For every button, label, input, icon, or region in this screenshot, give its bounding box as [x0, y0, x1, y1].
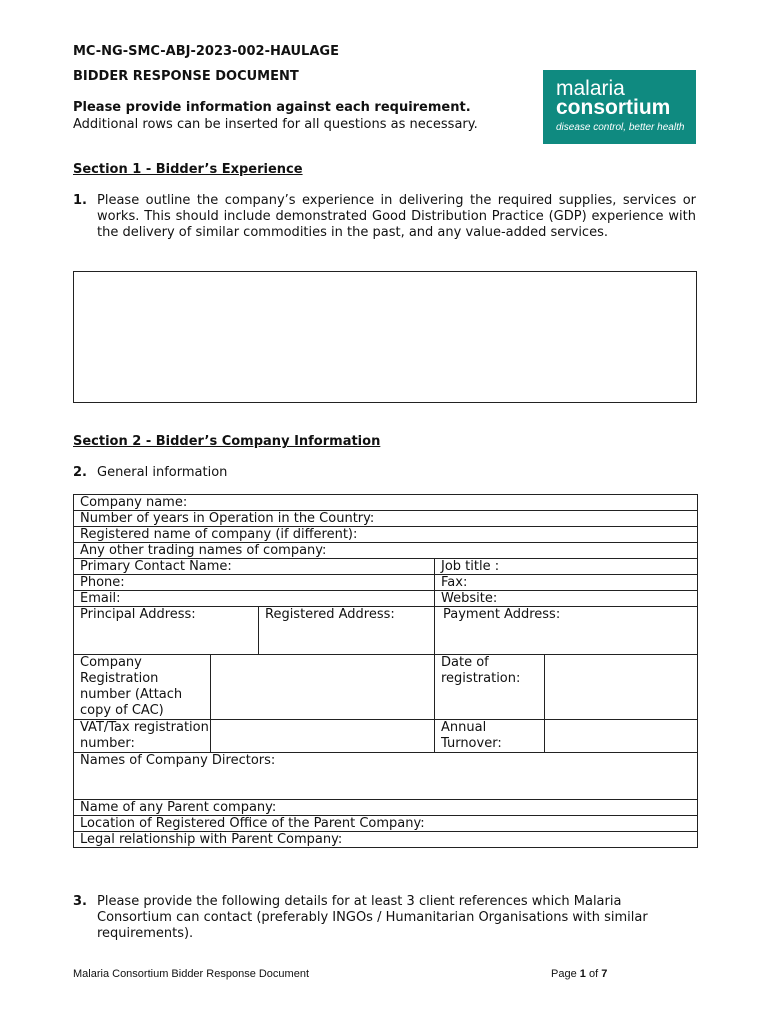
- section2-title: Section 2 - Bidder’s Company Information: [73, 434, 381, 449]
- footer-document-name: Malaria Consortium Bidder Response Document: [73, 968, 309, 980]
- table-row: [74, 800, 698, 816]
- job-title-cell[interactable]: Job title :: [435, 559, 698, 575]
- date-registration-value[interactable]: [545, 655, 698, 720]
- vat-tax-label: VAT/Tax registration number:: [74, 720, 211, 753]
- company-name-cell[interactable]: Company name:: [74, 495, 698, 511]
- table-row: [74, 527, 698, 543]
- registered-address-cell[interactable]: Registered Address:: [259, 607, 435, 655]
- document-title: BIDDER RESPONSE DOCUMENT: [73, 69, 299, 84]
- table-row: [74, 655, 698, 720]
- general-information-table: [73, 494, 698, 848]
- table-row: [74, 559, 698, 575]
- logo-tagline: disease control, better health: [556, 122, 685, 133]
- legal-relationship-cell[interactable]: Legal relationship with Parent Company:: [74, 832, 698, 848]
- parent-company-cell[interactable]: Name of any Parent company:: [74, 800, 698, 816]
- website-cell[interactable]: Website:: [435, 591, 698, 607]
- parent-location-cell[interactable]: Location of Registered Office of the Parent Company:: [74, 816, 698, 832]
- payment-address-cell[interactable]: Payment Address:: [435, 607, 698, 655]
- table-row: [74, 607, 698, 655]
- date-registration-label: Date of registration:: [435, 655, 545, 720]
- question2-text: General information: [97, 465, 228, 480]
- question1-text: Please outline the company’s experience in delivering the required supplies, services or works. This should include demonstrated Good Distribution Practice (GDP) experience with the delivery of similar commodities in the past, and any value-added services.: [97, 193, 696, 240]
- table-row: [74, 720, 698, 753]
- table-row: [74, 575, 698, 591]
- table-row: [74, 511, 698, 527]
- registered-name-cell[interactable]: Registered name of company (if different):: [74, 527, 698, 543]
- other-trading-names-cell[interactable]: Any other trading names of company:: [74, 543, 698, 559]
- section1-title: Section 1 - Bidder’s Experience: [73, 162, 303, 177]
- primary-contact-cell[interactable]: Primary Contact Name:: [74, 559, 435, 575]
- question2-number: 2.: [73, 465, 87, 480]
- company-directors-cell[interactable]: Names of Company Directors:: [74, 753, 698, 800]
- instruction-text: Additional rows can be inserted for all questions as necessary.: [73, 117, 478, 132]
- page-of: of: [588, 968, 599, 980]
- years-operation-cell[interactable]: Number of years in Operation in the Country:: [74, 511, 698, 527]
- table-row: [74, 816, 698, 832]
- page-label: Page: [551, 968, 577, 980]
- question3-number: 3.: [73, 894, 87, 909]
- annual-turnover-value[interactable]: [545, 720, 698, 753]
- table-row: [74, 591, 698, 607]
- page-number: 1: [579, 968, 586, 980]
- company-registration-value[interactable]: [211, 655, 435, 720]
- principal-address-cell[interactable]: Principal Address:: [74, 607, 259, 655]
- question1-number: 1.: [73, 193, 87, 208]
- footer-page-indicator: [551, 968, 607, 980]
- fax-cell[interactable]: Fax:: [435, 575, 698, 591]
- phone-cell[interactable]: Phone:: [74, 575, 435, 591]
- document-reference: MC-NG-SMC-ABJ-2023-002-HAULAGE: [73, 44, 339, 59]
- question1-answer-box[interactable]: [73, 271, 697, 403]
- logo-line2: consortium: [556, 96, 671, 119]
- vat-tax-value[interactable]: [211, 720, 435, 753]
- instruction-bold: Please provide information against each requirement.: [73, 100, 471, 115]
- table-row: [74, 753, 698, 800]
- question3-text: Please provide the following details for at least 3 client references which Malaria Consortium can contact (preferably INGOs / Humanitarian Organisations with similar requirements).: [97, 894, 648, 941]
- table-row: [74, 832, 698, 848]
- annual-turnover-label: Annual Turnover:: [435, 720, 545, 753]
- table-row: [74, 495, 698, 511]
- company-registration-label: Company Registration number (Attach copy of CAC): [74, 655, 211, 720]
- table-row: [74, 543, 698, 559]
- malaria-consortium-logo: [543, 70, 696, 144]
- page-total: 7: [601, 968, 608, 980]
- logo-line1: malaria: [556, 77, 625, 100]
- email-cell[interactable]: Email:: [74, 591, 435, 607]
